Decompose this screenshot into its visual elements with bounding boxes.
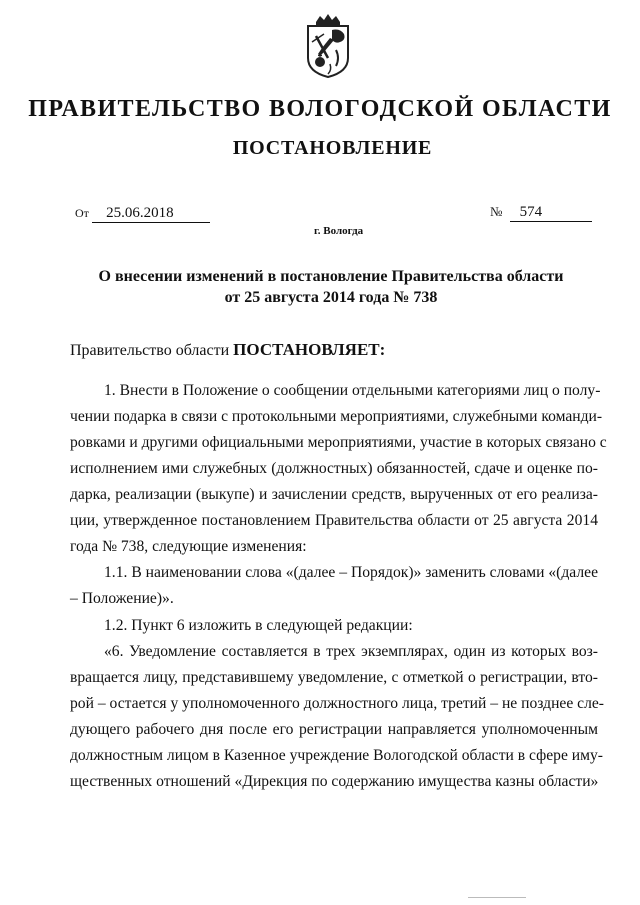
number-value: 574 bbox=[510, 204, 592, 222]
body-line: дующего рабочего дня после его регистрации направляется уполномоченным bbox=[70, 721, 598, 738]
date-label: От bbox=[75, 206, 89, 220]
government-title: ПРАВИТЕЛЬСТВО ВОЛОГОДСКОЙ ОБЛАСТИ bbox=[28, 96, 612, 122]
subject-line: О внесении изменений в постановление Правительства области bbox=[98, 268, 564, 285]
body-line: 1.2. Пункт 6 изложить в следующей редакции: bbox=[104, 617, 413, 634]
number-field bbox=[490, 204, 592, 222]
preamble bbox=[70, 340, 385, 360]
body-line: должностным лицом в Казенное учреждение Вологодской области в сфере иму- bbox=[70, 747, 603, 764]
body-line: рой – остается у уполномоченного должностного лица, третий – не позднее сле- bbox=[70, 695, 604, 712]
body-line: щественных отношений «Дирекция по содержанию имущества казны области» bbox=[70, 773, 599, 790]
body-line: «6. Уведомление составляется в трех экземплярах, один из которых воз- bbox=[104, 643, 598, 660]
body-line: чении подарка в связи с протокольными мероприятиями, служебными команди- bbox=[70, 408, 603, 425]
body-line: 1. Внести в Положение о сообщении отдельными категориями лиц о полу- bbox=[104, 382, 601, 399]
body-line: 1.1. В наименовании слова «(далее – Порядок)» заменить словами «(далее bbox=[104, 564, 598, 581]
body-line: – Положение)». bbox=[70, 590, 174, 607]
date-value: 25.06.2018 bbox=[92, 205, 210, 223]
document-subject bbox=[0, 266, 640, 308]
footer-scan-mark bbox=[468, 896, 526, 899]
document-type: ПОСТАНОВЛЕНИЕ bbox=[232, 137, 433, 159]
body-line: года № 738, следующие изменения: bbox=[70, 538, 307, 555]
city: г. Вологда bbox=[314, 225, 364, 237]
body-line: дарка, реализации (выкупе) и зачислении средств, вырученных от его реализа- bbox=[70, 486, 598, 503]
preamble-text: Правительство области bbox=[70, 342, 230, 359]
body-line: ровками и другими официальными мероприятиями, участие в которых связано с bbox=[70, 434, 607, 451]
body-line: ции, утвержденное постановлением Правительства области от 25 августа 2014 bbox=[70, 512, 598, 529]
body-line: исполнением ими служебных (должностных) обязанностей, сдаче и оценке по- bbox=[70, 460, 598, 477]
preamble-emphasis: ПОСТАНОВЛЯЕТ: bbox=[233, 340, 386, 359]
body-line: вращается лицу, представившему уведомление, с отметкой о регистрации, вто- bbox=[70, 669, 598, 686]
subject-line: от 25 августа 2014 года № 738 bbox=[224, 289, 438, 306]
number-label: № bbox=[490, 204, 503, 219]
date-field bbox=[75, 205, 210, 223]
coat-of-arms-emblem bbox=[302, 14, 354, 78]
